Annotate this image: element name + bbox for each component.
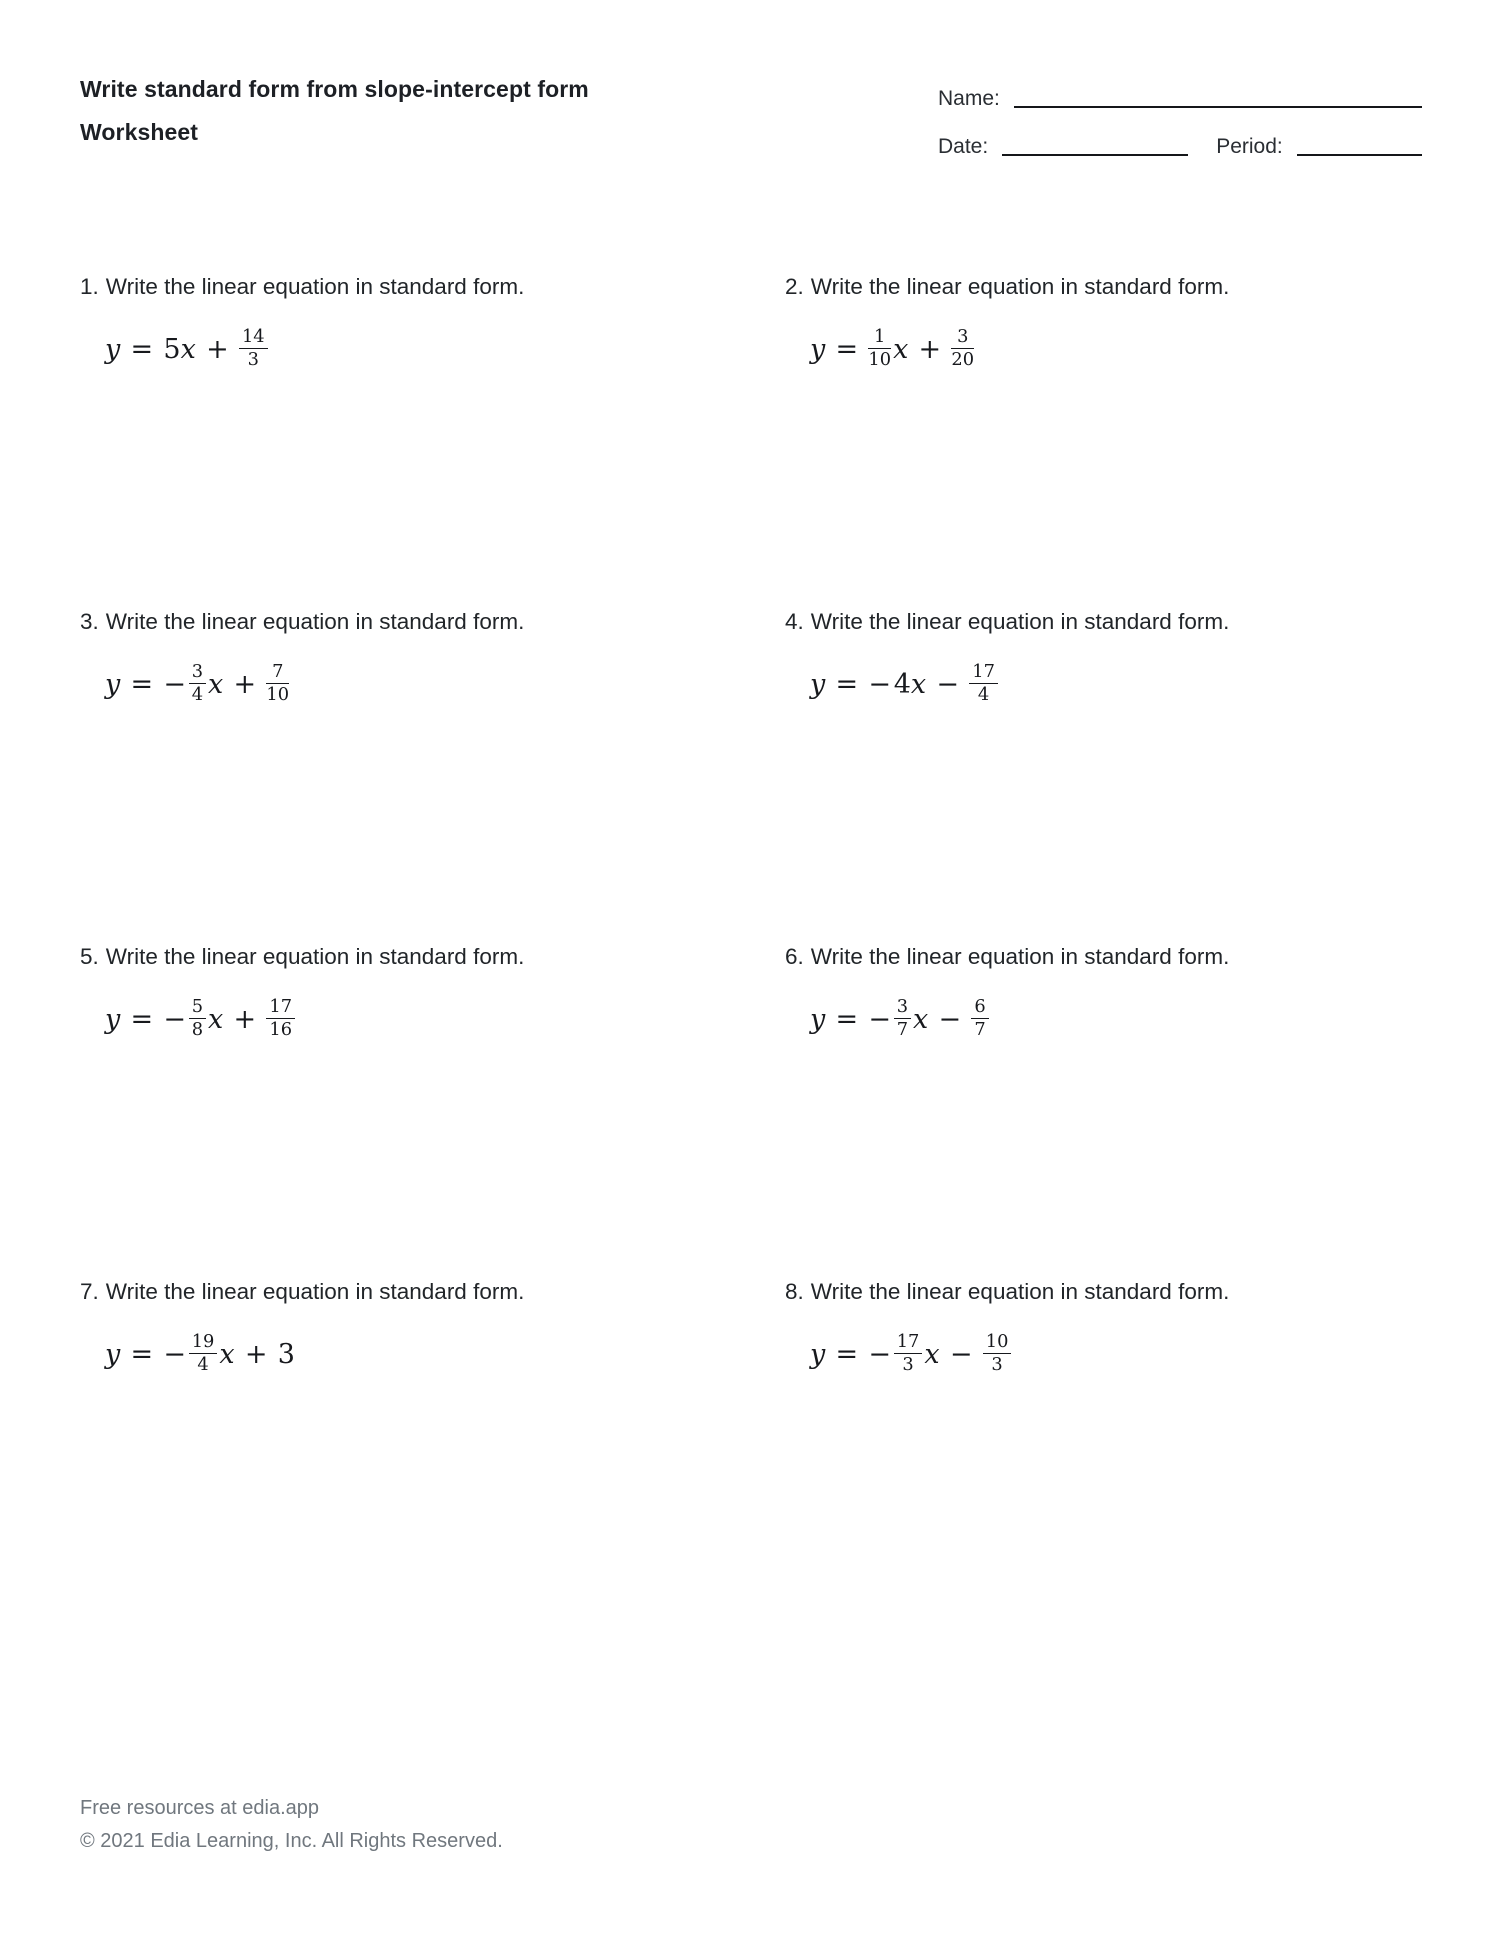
- math-fraction: [189, 1332, 218, 1375]
- math-operator: −: [868, 1004, 892, 1036]
- math-operator: −: [868, 669, 892, 701]
- fraction-denominator: 3: [902, 1354, 914, 1376]
- footer-resources-text: Free resources at edia.app: [80, 1797, 320, 1819]
- fraction-numerator: 17: [894, 1332, 923, 1354]
- math-variable: x: [924, 1339, 940, 1371]
- math-operator: −: [938, 1004, 962, 1036]
- question-4: [785, 607, 1420, 942]
- math-operator: +: [233, 1004, 257, 1036]
- math-fraction: [971, 997, 988, 1040]
- math-operator: =: [130, 1004, 154, 1036]
- question-text: Write the linear equation in standard form.: [105, 609, 525, 634]
- math-operator: =: [130, 1339, 154, 1371]
- fraction-denominator: 4: [977, 684, 990, 706]
- fraction-numerator: 10: [983, 1332, 1012, 1354]
- fraction-numerator: 3: [894, 997, 911, 1019]
- fraction-numerator: 17: [969, 662, 998, 684]
- question-equation: [810, 998, 1420, 1041]
- page-footer: [80, 1792, 503, 1858]
- math-fraction: [266, 997, 295, 1040]
- footer-copyright-text: © 2021 Edia Learning, Inc. All Rights Reserved.: [80, 1830, 503, 1852]
- fraction-numerator: 7: [266, 662, 289, 684]
- math-operator: −: [163, 669, 187, 701]
- math-number: 4: [893, 669, 911, 701]
- question-2: [785, 272, 1420, 607]
- math-variable: x: [208, 669, 224, 701]
- math-operator: −: [868, 1339, 892, 1371]
- math-fraction: [266, 662, 289, 705]
- question-1: [80, 272, 785, 607]
- fraction-numerator: 6: [971, 997, 988, 1019]
- math-variable: x: [893, 334, 909, 366]
- question-text: Write the linear equation in standard form.: [810, 944, 1230, 969]
- name-label: Name:: [938, 86, 1000, 110]
- math-fraction: [894, 1332, 923, 1375]
- math-operator: −: [163, 1004, 187, 1036]
- name-row: [938, 85, 1422, 112]
- question-number: 5.: [80, 944, 99, 969]
- fraction-denominator: 10: [868, 349, 892, 371]
- question-text: Write the linear equation in standard form.: [810, 609, 1230, 634]
- math-fraction: [983, 1332, 1012, 1375]
- question-prompt: [80, 1277, 785, 1306]
- question-text: Write the linear equation in standard form.: [810, 1279, 1230, 1304]
- fraction-denominator: 20: [951, 349, 975, 371]
- question-prompt: [80, 607, 785, 636]
- question-text: Write the linear equation in standard form.: [105, 944, 525, 969]
- question-5: [80, 942, 785, 1277]
- math-variable: y: [810, 1339, 826, 1371]
- question-number: 3.: [80, 609, 99, 634]
- math-variable: x: [180, 334, 196, 366]
- name-blank-line: [1014, 85, 1422, 108]
- fraction-numerator: 17: [266, 997, 295, 1019]
- question-number: 8.: [785, 1279, 804, 1304]
- math-operator: −: [163, 1339, 187, 1371]
- math-operator: +: [244, 1339, 268, 1371]
- math-variable: x: [913, 1004, 929, 1036]
- math-variable: y: [810, 334, 826, 366]
- question-equation: [105, 998, 785, 1041]
- question-prompt: [785, 942, 1420, 971]
- fraction-denominator: 4: [197, 1354, 209, 1376]
- question-prompt: [785, 1277, 1420, 1306]
- math-operator: =: [835, 1004, 859, 1036]
- date-period-row: [938, 133, 1422, 160]
- question-prompt: [80, 942, 785, 971]
- date-blank-line: [1002, 133, 1188, 156]
- question-7: [80, 1277, 785, 1612]
- question-text: Write the linear equation in standard form.: [105, 274, 525, 299]
- fraction-denominator: 3: [991, 1354, 1003, 1376]
- question-number: 1.: [80, 274, 99, 299]
- page-title-line2: Worksheet: [80, 119, 199, 145]
- question-equation: [105, 328, 785, 371]
- fraction-denominator: 4: [191, 684, 204, 706]
- question-equation: [810, 663, 1420, 706]
- period-blank-line: [1297, 133, 1422, 156]
- math-operator: −: [949, 1339, 973, 1371]
- math-operator: =: [130, 334, 154, 366]
- fraction-denominator: 7: [974, 1019, 986, 1041]
- math-fraction: [189, 662, 206, 705]
- math-fraction: [969, 662, 998, 705]
- fraction-denominator: 8: [191, 1019, 204, 1041]
- math-number: 5: [163, 334, 181, 366]
- question-text: Write the linear equation in standard form.: [105, 1279, 525, 1304]
- question-equation: [105, 1333, 785, 1376]
- page-title: [80, 68, 589, 154]
- math-operator: +: [233, 669, 257, 701]
- date-label: Date:: [938, 134, 989, 158]
- question-number: 7.: [80, 1279, 99, 1304]
- question-equation: [810, 328, 1420, 371]
- question-equation: [105, 663, 785, 706]
- math-variable: y: [105, 669, 121, 701]
- fraction-denominator: 16: [269, 1019, 293, 1041]
- fraction-numerator: 1: [868, 327, 891, 349]
- math-variable: y: [105, 1339, 121, 1371]
- fraction-numerator: 19: [189, 1332, 218, 1354]
- fraction-denominator: 3: [247, 349, 259, 371]
- math-operator: =: [835, 334, 859, 366]
- fraction-denominator: 7: [896, 1019, 909, 1041]
- math-variable: y: [810, 669, 826, 701]
- math-variable: x: [219, 1339, 235, 1371]
- question-prompt: [80, 272, 785, 301]
- math-fraction: [189, 997, 206, 1040]
- question-prompt: [785, 607, 1420, 636]
- math-variable: y: [105, 1004, 121, 1036]
- fraction-numerator: 3: [951, 327, 974, 349]
- question-3: [80, 607, 785, 942]
- math-variable: y: [105, 334, 121, 366]
- period-label: Period:: [1216, 134, 1283, 158]
- question-number: 4.: [785, 609, 804, 634]
- math-operator: =: [130, 669, 154, 701]
- math-variable: x: [910, 669, 927, 701]
- fraction-numerator: 3: [189, 662, 206, 684]
- fraction-numerator: 5: [189, 997, 206, 1019]
- question-number: 2.: [785, 274, 804, 299]
- fraction-denominator: 10: [266, 684, 290, 706]
- math-fraction: [894, 997, 911, 1040]
- question-8: [785, 1277, 1420, 1612]
- math-operator: +: [918, 334, 942, 366]
- question-prompt: [785, 272, 1420, 301]
- math-operator: =: [835, 1339, 859, 1371]
- question-equation: [810, 1333, 1420, 1376]
- math-fraction: [951, 327, 974, 370]
- math-number: 3: [277, 1339, 295, 1371]
- student-fields: [938, 85, 1422, 160]
- math-variable: y: [810, 1004, 826, 1036]
- question-text: Write the linear equation in standard form.: [810, 274, 1230, 299]
- math-fraction: [868, 327, 891, 370]
- questions-grid: [80, 272, 1420, 1612]
- math-variable: x: [208, 1004, 224, 1036]
- question-number: 6.: [785, 944, 804, 969]
- math-operator: −: [936, 669, 959, 701]
- math-operator: =: [835, 669, 859, 701]
- question-6: [785, 942, 1420, 1277]
- math-operator: +: [206, 334, 229, 366]
- math-fraction: [239, 327, 268, 370]
- fraction-numerator: 14: [239, 327, 268, 349]
- page-title-line1: Write standard form from slope-intercept form: [80, 76, 589, 102]
